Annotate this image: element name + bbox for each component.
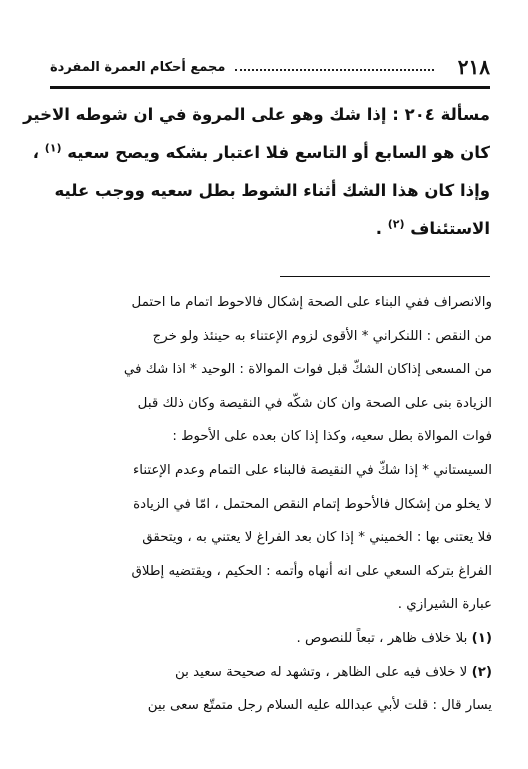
footnote-continuation-line: عبارة الشيرازي . bbox=[397, 597, 492, 613]
masala-line-1 bbox=[23, 96, 490, 134]
masala-line-4 bbox=[50, 210, 490, 248]
footnote-continuation-line: فوات الموالاة بطل سعيه، وكذا إذا كان بعده على الأحوط : bbox=[172, 429, 492, 445]
footnote-separator bbox=[280, 276, 490, 277]
running-title: مجمع أحكام العمرة المفردة bbox=[50, 59, 226, 75]
footnotes-section bbox=[40, 286, 492, 723]
masala-label: مسألة ٢٠٤ : bbox=[392, 105, 490, 124]
footnote-1-label: (١) bbox=[471, 630, 492, 646]
footnote-continuation-line: السيستاني * إذا شكّ في النقيصة فالبناء على التمام وعدم الإعتناء bbox=[132, 462, 492, 478]
masala-line-4-text: الاستئناف bbox=[410, 219, 490, 238]
masala-paragraph bbox=[23, 96, 490, 248]
masala-line-2-text: كان هو السابع أو التاسع فلا اعتبار بشكه ويصح سعيه bbox=[67, 143, 490, 162]
footnote-continuation bbox=[40, 286, 492, 622]
footnote-continuation-line: من النقص : اللنكراني * الأقوى لزوم الإعتناء به حينئذ ولو خرج bbox=[152, 328, 492, 344]
footnote-1 bbox=[40, 622, 492, 656]
header-rule bbox=[50, 86, 490, 89]
footnote-2-line-2: يسار قال : قلت لأبي عبدالله عليه السلام رجل متمتّع سعى بين bbox=[147, 698, 492, 714]
footnote-2-label: (٢) bbox=[471, 664, 492, 680]
footnote-ref-2[interactable]: (٢) bbox=[387, 217, 405, 231]
footnote-continuation-line: الزيادة بنى على الصحة وان كان شكّه في النقيصة وكان ذلك قبل bbox=[137, 395, 492, 411]
header-dotted-leader bbox=[235, 69, 433, 71]
masala-line-2 bbox=[32, 134, 490, 172]
page-header bbox=[50, 52, 490, 82]
masala-line-1-text: إذا شك وهو على المروة في ان شوطه الاخير bbox=[23, 105, 393, 124]
footnote-continuation-line: الفراغ بتركه السعي على انه أنهاه وأتمه : الحكيم ، ويقتضيه إطلاق bbox=[131, 563, 492, 579]
footnote-continuation-line: من المسعى إذاكان الشكّ قبل فوات الموالاة : الوحيد * اذا شك في bbox=[123, 362, 492, 378]
masala-line-3: وإذا كان هذا الشك أثناء الشوط بطل سعيه ووجب عليه bbox=[54, 181, 490, 200]
footnote-2-line-1 bbox=[40, 656, 492, 690]
page-number: ٢١٨ bbox=[457, 55, 490, 79]
footnote-continuation-line: فلا يعتنى بها : الخميني * إذا كان بعد الفراغ لا يعتني به ، ويتحقق bbox=[142, 530, 492, 546]
footnote-continuation-line: والانصراف ففي البناء على الصحة إشكال فالاحوط اتمام ما احتمل bbox=[131, 295, 492, 310]
footnote-1-text: بلا خلاف ظاهر ، تبعاً للنصوص . bbox=[296, 630, 472, 646]
footnote-continuation-line: لا يخلو من إشكال فالأحوط إتمام النقص المحتمل ، امّا في الزيادة bbox=[133, 496, 492, 512]
footnote-ref-1[interactable]: (١) bbox=[44, 141, 62, 155]
masala-line-4-tail: . bbox=[375, 219, 388, 238]
footnote-2-text: لا خلاف فيه على الظاهر ، وتشهد له صحيحة سعيد بن bbox=[174, 664, 472, 680]
masala-line-2-tail: ، bbox=[32, 143, 45, 162]
